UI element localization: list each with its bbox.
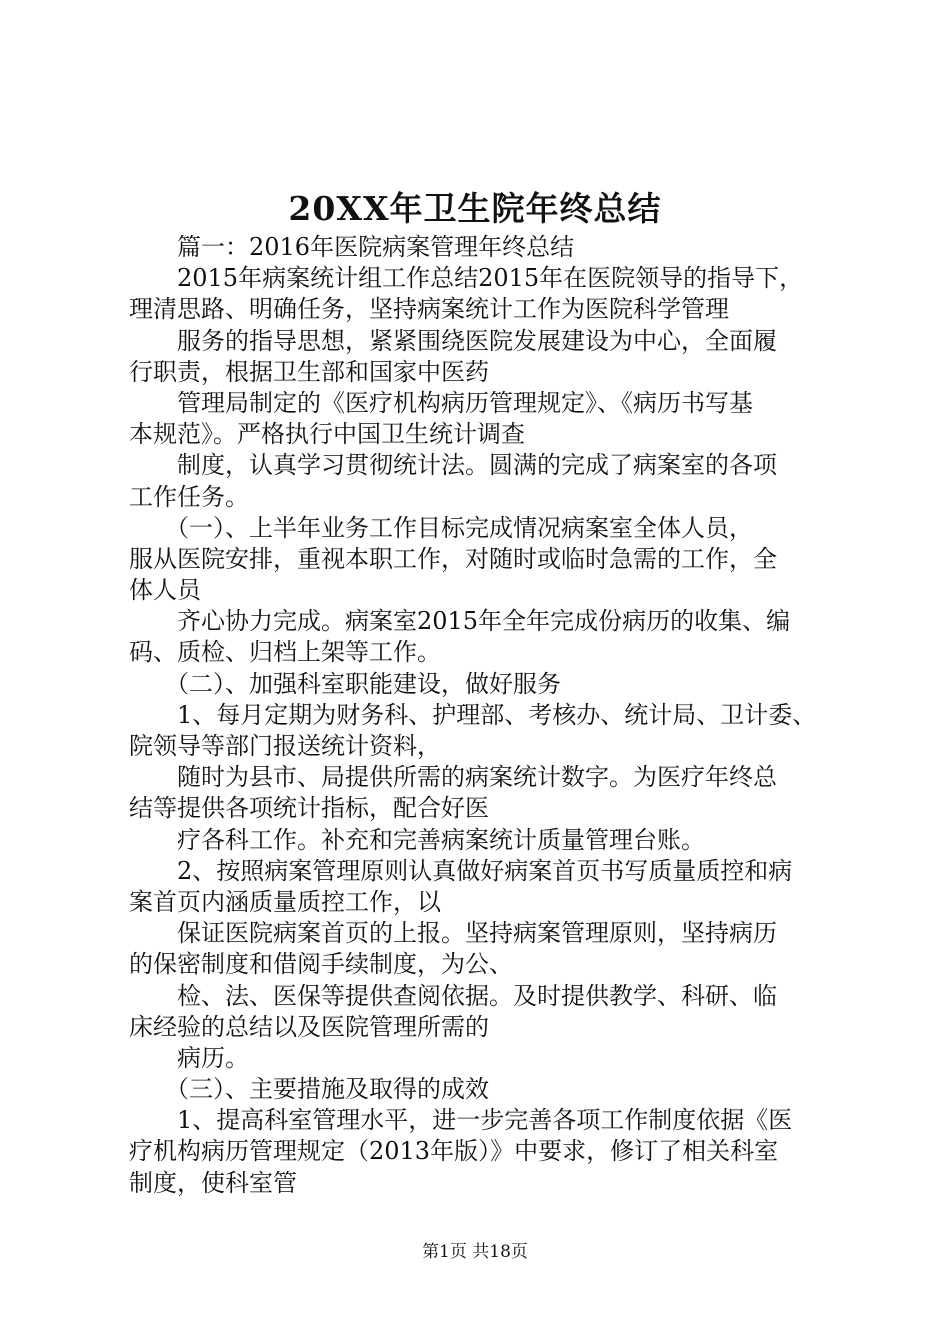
body-line: 床经验的总结以及医院管理所需的 [129, 1012, 489, 1041]
body-line: 管理局制定的《医疗机构病历管理规定》、《病历书写基 [129, 388, 753, 417]
body-line: 1、提高科室管理水平，进一步完善各项工作制度依据《医 [129, 1106, 793, 1135]
body-line: （二）、加强科室职能建设，做好服务 [129, 669, 561, 698]
body-line: 的保密制度和借阅手续制度，为公、 [129, 950, 513, 979]
body-line: 工作任务。 [129, 482, 249, 511]
document-title: 20XX年卫生院年终总结 [288, 189, 662, 228]
body-line: 院领导等部门报送统计资料， [129, 732, 441, 760]
body-line: 疗机构病历管理规定（2013年版）》中要求，修订了相关科室 [129, 1137, 779, 1166]
body-line: 结等提供各项统计指标，配合好医 [129, 794, 489, 823]
body-line: 齐心协力完成。病案室2015年全年完成份病历的收集、编 [129, 607, 791, 636]
body-line: 2015年病案统计组工作总结2015年在医院领导的指导下， [129, 264, 804, 293]
body-line: 保证医院病案首页的上报。坚持病案管理原则，坚持病历 [129, 919, 777, 948]
body-line: 篇一：2016年医院病案管理年终总结 [129, 233, 575, 261]
body-line: 2、按照病案管理原则认真做好病案首页书写质量质控和病 [129, 856, 793, 885]
body-line: （三）、主要措施及取得的成效 [129, 1075, 489, 1104]
body-line: 制度，使科室管 [129, 1168, 297, 1197]
body-line: 1、每月定期为财务科、护理部、考核办、统计局、卫计委、 [129, 700, 817, 729]
body-line: 体人员 [129, 576, 201, 605]
body-line: （一）、上半年业务工作目标完成情况病案室全体人员， [129, 513, 753, 542]
body-line: 制度，认真学习贯彻统计法。圆满的完成了病案室的各项 [129, 451, 777, 480]
body-line: 病历。 [129, 1043, 249, 1072]
body-line: 疗各科工作。补充和完善病案统计质量管理台账。 [129, 825, 705, 854]
body-line: 理清思路、明确任务，坚持病案统计工作为医院科学管理 [129, 295, 729, 324]
page-footer: 第1页 共18页 [422, 1242, 528, 1262]
body-line: 行职责，根据卫生部和国家中医药 [129, 357, 489, 386]
body-line: 服务的指导思想，紧紧围绕医院发展建设为中心，全面履 [129, 326, 777, 355]
body-line: 服从医院安排，重视本职工作，对随时或临时急需的工作，全 [129, 544, 777, 573]
body-line: 本规范》。严格执行中国卫生统计调查 [129, 420, 525, 449]
body-line: 随时为县市、局提供所需的病案统计数字。为医疗年终总 [129, 763, 777, 792]
body-line: 案首页内涵质量质控工作，以 [129, 887, 441, 916]
body-line: 码、质检、归档上架等工作。 [129, 638, 441, 667]
document-body [129, 232, 837, 1199]
body-line: 检、法、医保等提供查阅依据。及时提供教学、科研、临 [129, 981, 777, 1010]
